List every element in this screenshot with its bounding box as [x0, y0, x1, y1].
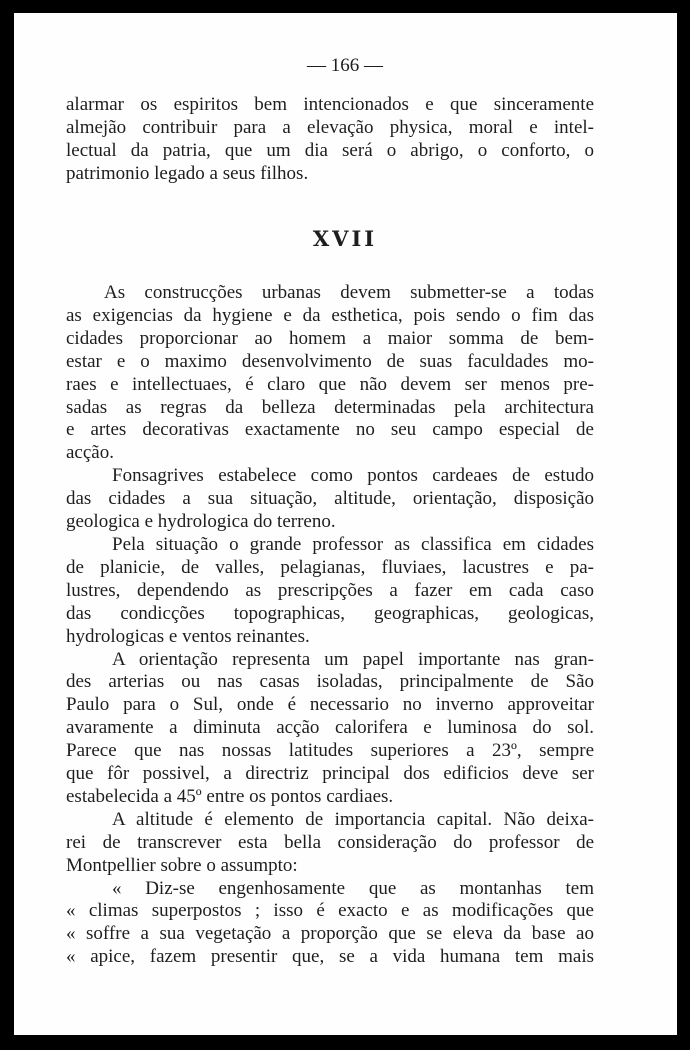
text-line: hydrologicas e ventos reinantes. — [66, 625, 310, 647]
text-line: « soffre a sua vegetação a proporção que se eleva da base ao — [66, 923, 594, 945]
text-line: e artes decorativas exactamente no seu campo especial de — [66, 419, 594, 441]
text-line: As construcções urbanas devem submetter-se a todas — [104, 282, 594, 303]
chapter-heading: XVII — [312, 226, 378, 251]
text-line: estabelecida a 45º entre os pontos cardiaes. — [66, 785, 394, 807]
text-line: alarmar os espiritos bem intencionados e que sinceramente — [66, 94, 594, 115]
text-line: patrimonio legado a seus filhos. — [66, 162, 309, 184]
text-line: das cidades a sua situação, altitude, orientação, disposição — [66, 488, 594, 510]
text-line: « climas superpostos ; isso é exacto e as modificações que — [66, 900, 594, 922]
text-line: A altitude é elemento de importancia capital. Não deixa- — [112, 808, 594, 830]
text-line: lectual da patria, que um dia será o abrigo, o conforto, o — [66, 139, 594, 161]
text-line: avaramente a diminuta acção calorifera e luminosa do sol. — [66, 717, 594, 739]
text-line: « Diz-se engenhosamente que as montanhas tem — [112, 877, 594, 899]
text-line: des arterias ou nas casas isoladas, principalmente de São — [66, 671, 594, 693]
text-line: Montpellier sobre o assumpto: — [66, 854, 298, 876]
chapter-body — [66, 282, 594, 969]
text-line: raes e intellectuaes, é claro que não devem ser menos pre- — [66, 373, 594, 395]
text-line: acção. — [66, 442, 114, 464]
text-line: Parece que nas nossas latitudes superiores a 23º, sempre — [66, 740, 594, 762]
text-line: as exigencias da hygiene e da esthetica, pois sendo o fim das — [66, 304, 594, 326]
text-line: cidades proporcionar ao homem a maior somma de bem- — [66, 327, 594, 349]
text-line: Paulo para o Sul, onde é necessario no inverno approveitar — [66, 694, 594, 716]
text-line: geologica e hydrologica do terreno. — [66, 511, 336, 533]
text-line: Pela situação o grande professor as classifica em cidades — [112, 533, 594, 555]
text-line: « apice, fazem presentir que, se a vida humana tem mais — [66, 946, 594, 968]
text-line: de planicie, de valles, pelagianas, fluviaes, lacustres e pa- — [66, 556, 594, 578]
text-line: rei de transcrever esta bella consideração do professor de — [66, 831, 594, 853]
text-line: A orientação representa um papel importante nas gran- — [112, 648, 594, 670]
paragraph-continuation — [66, 94, 594, 186]
page-number: — 166 — — [307, 55, 383, 76]
text-line: almejão contribuir para a elevação physica, moral e intel- — [66, 116, 594, 138]
text-line: das condicções topographicas, geographicas, geologicas, — [66, 602, 594, 624]
text-line: lustres, dependendo as prescripções a fazer em cada caso — [66, 579, 594, 601]
text-line: estar e o maximo desenvolvimento de suas faculdades mo- — [66, 350, 594, 372]
text-line: sadas as regras da belleza determinadas pela architectura — [66, 396, 594, 418]
text-line: Fonsagrives estabelece como pontos cardeaes de estudo — [112, 465, 594, 487]
text-line: que fôr possivel, a directriz principal dos edificios deve ser — [66, 763, 594, 785]
